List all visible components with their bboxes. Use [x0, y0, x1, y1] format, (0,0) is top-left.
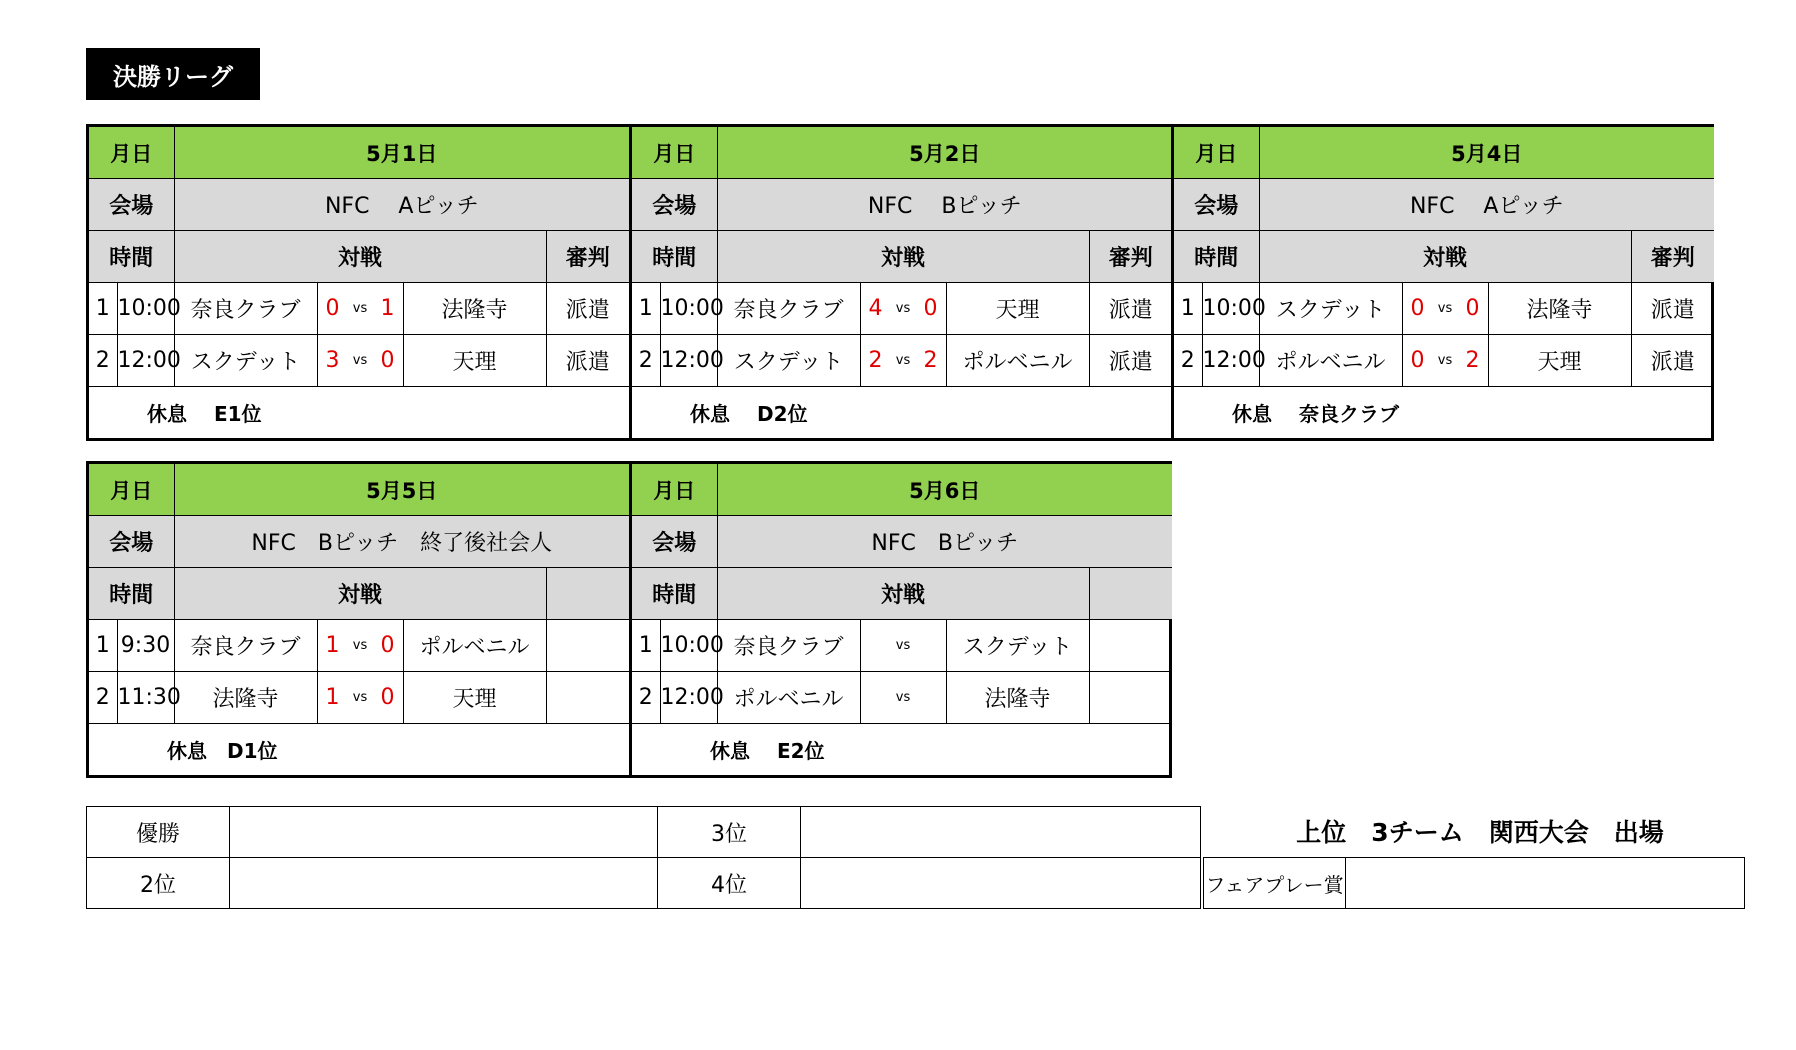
match-number: 1 — [632, 620, 660, 672]
qualification-note: 上位 3チーム 関西大会 出場 — [1296, 818, 1664, 847]
match-time: 12:00 — [660, 335, 717, 387]
page-title: 決勝リーグ — [86, 48, 260, 100]
match-row — [89, 335, 629, 387]
away-team: 天理 — [403, 672, 546, 724]
match-label: 対戦 — [717, 231, 1089, 283]
referee-value: 派遣 — [1631, 335, 1714, 387]
score-cell — [860, 620, 946, 672]
referee-label: 審判 — [546, 231, 629, 283]
venue-label: 会場 — [632, 179, 717, 231]
time-label: 時間 — [89, 231, 174, 283]
rest-team: 休息 E2位 — [632, 724, 1172, 776]
match-label: 対戦 — [174, 568, 546, 620]
date-value: 5月5日 — [174, 464, 629, 516]
venue-value: NFC Bピッチ — [717, 516, 1172, 568]
away-score: 1 — [380, 296, 395, 321]
match-time: 10:00 — [660, 283, 717, 335]
referee-value: 派遣 — [1089, 283, 1172, 335]
match-number: 1 — [632, 283, 660, 335]
score-cell — [860, 672, 946, 724]
home-team: ポルベニル — [1259, 335, 1402, 387]
match-row — [632, 283, 1172, 335]
match-row — [89, 672, 629, 724]
match-number: 1 — [89, 620, 117, 672]
second-place-value[interactable] — [230, 858, 658, 909]
referee-label: 審判 — [1631, 231, 1714, 283]
match-time: 12:00 — [660, 672, 717, 724]
day-schedule-block — [86, 124, 629, 441]
fourth-place-label: 4位 — [658, 858, 801, 909]
home-team: スクデット — [1259, 283, 1402, 335]
date-label: 月日 — [89, 464, 174, 516]
referee-label — [1089, 568, 1172, 620]
date-label: 月日 — [632, 464, 717, 516]
referee-label: 審判 — [1089, 231, 1172, 283]
vs-label: vs — [352, 638, 368, 653]
score-cell — [860, 283, 946, 335]
home-team: ポルベニル — [717, 672, 860, 724]
home-team: スクデット — [174, 335, 317, 387]
home-score: 2 — [868, 348, 883, 373]
home-team: スクデット — [717, 335, 860, 387]
match-number: 2 — [89, 672, 117, 724]
score-cell — [860, 335, 946, 387]
vs-label: vs — [1437, 353, 1453, 368]
away-team: 法隆寺 — [946, 672, 1089, 724]
venue-value: NFC Aピッチ — [1259, 179, 1714, 231]
rest-team: 休息 E1位 — [89, 387, 629, 439]
away-team: ポルベニル — [403, 620, 546, 672]
away-score: 0 — [923, 296, 938, 321]
third-place-label: 3位 — [658, 807, 801, 858]
referee-value: 派遣 — [546, 283, 629, 335]
match-number: 1 — [89, 283, 117, 335]
referee-value — [1089, 672, 1172, 724]
time-label: 時間 — [1174, 231, 1259, 283]
match-time: 10:00 — [660, 620, 717, 672]
referee-value — [546, 672, 629, 724]
home-team: 奈良クラブ — [174, 620, 317, 672]
match-number: 1 — [1174, 283, 1202, 335]
home-score: 0 — [1410, 348, 1425, 373]
away-team: ポルベニル — [946, 335, 1089, 387]
day-schedule-block — [86, 461, 629, 778]
match-number: 2 — [632, 672, 660, 724]
away-team: 法隆寺 — [403, 283, 546, 335]
away-score: 0 — [380, 685, 395, 710]
venue-label: 会場 — [89, 516, 174, 568]
third-place-value[interactable] — [801, 807, 1201, 858]
first-place-label: 優勝 — [87, 807, 230, 858]
home-score: 4 — [868, 296, 883, 321]
score-cell — [1402, 283, 1488, 335]
referee-value: 派遣 — [1631, 283, 1714, 335]
score-cell — [317, 620, 403, 672]
away-team: 天理 — [1488, 335, 1631, 387]
fairplay-label: フェアプレー賞 — [1204, 858, 1346, 909]
vs-label: vs — [895, 638, 911, 653]
vs-label: vs — [1437, 301, 1453, 316]
date-value: 5月4日 — [1259, 127, 1714, 179]
vs-label: vs — [895, 690, 911, 705]
match-row — [632, 335, 1172, 387]
date-label: 月日 — [1174, 127, 1259, 179]
away-score: 0 — [380, 348, 395, 373]
match-time: 12:00 — [117, 335, 174, 387]
date-label: 月日 — [632, 127, 717, 179]
fourth-place-value[interactable] — [801, 858, 1201, 909]
match-row — [89, 620, 629, 672]
day-schedule-block — [1171, 124, 1714, 441]
score-cell — [317, 283, 403, 335]
away-score: 0 — [1465, 296, 1480, 321]
referee-value: 派遣 — [546, 335, 629, 387]
match-number: 2 — [1174, 335, 1202, 387]
rest-team: 休息 奈良クラブ — [1174, 387, 1714, 439]
day-schedule-block — [629, 124, 1172, 441]
match-time: 10:00 — [117, 283, 174, 335]
match-time: 11:30 — [117, 672, 174, 724]
referee-value — [1089, 620, 1172, 672]
away-team: 天理 — [946, 283, 1089, 335]
match-time: 10:00 — [1202, 283, 1259, 335]
fairplay-value[interactable] — [1346, 858, 1745, 909]
home-score: 3 — [325, 348, 340, 373]
date-value: 5月1日 — [174, 127, 629, 179]
match-row — [1174, 335, 1714, 387]
day-schedule-block — [629, 461, 1172, 778]
venue-value: NFC Aピッチ — [174, 179, 629, 231]
away-score: 0 — [380, 633, 395, 658]
match-number: 2 — [632, 335, 660, 387]
away-team: 天理 — [403, 335, 546, 387]
home-score: 0 — [325, 296, 340, 321]
referee-label — [546, 568, 629, 620]
vs-label: vs — [352, 353, 368, 368]
vs-label: vs — [895, 301, 911, 316]
home-score: 1 — [325, 633, 340, 658]
vs-label: vs — [352, 690, 368, 705]
home-score: 0 — [1410, 296, 1425, 321]
home-team: 奈良クラブ — [717, 283, 860, 335]
home-team: 奈良クラブ — [717, 620, 860, 672]
date-value: 5月6日 — [717, 464, 1172, 516]
score-cell — [1402, 335, 1488, 387]
time-label: 時間 — [89, 568, 174, 620]
date-label: 月日 — [89, 127, 174, 179]
venue-value: NFC Bピッチ 終了後社会人 — [174, 516, 629, 568]
vs-label: vs — [352, 301, 368, 316]
home-score: 1 — [325, 685, 340, 710]
referee-value — [546, 620, 629, 672]
score-cell — [317, 335, 403, 387]
venue-label: 会場 — [1174, 179, 1259, 231]
venue-label: 会場 — [89, 179, 174, 231]
match-label: 対戦 — [1259, 231, 1631, 283]
score-cell — [317, 672, 403, 724]
away-team: スクデット — [946, 620, 1089, 672]
match-number: 2 — [89, 335, 117, 387]
match-row — [632, 620, 1172, 672]
away-score: 2 — [923, 348, 938, 373]
match-label: 対戦 — [717, 568, 1089, 620]
match-row — [89, 283, 629, 335]
match-row — [1174, 283, 1714, 335]
rest-team: 休息 D1位 — [89, 724, 629, 776]
time-label: 時間 — [632, 231, 717, 283]
home-team: 奈良クラブ — [174, 283, 317, 335]
home-team: 法隆寺 — [174, 672, 317, 724]
match-row — [632, 672, 1172, 724]
match-time: 12:00 — [1202, 335, 1259, 387]
second-place-label: 2位 — [87, 858, 230, 909]
venue-value: NFC Bピッチ — [717, 179, 1172, 231]
first-place-value[interactable] — [230, 807, 658, 858]
away-team: 法隆寺 — [1488, 283, 1631, 335]
venue-label: 会場 — [632, 516, 717, 568]
time-label: 時間 — [632, 568, 717, 620]
rest-team: 休息 D2位 — [632, 387, 1172, 439]
match-time: 9:30 — [117, 620, 174, 672]
fairplay-table — [1203, 857, 1745, 909]
match-label: 対戦 — [174, 231, 546, 283]
referee-value: 派遣 — [1089, 335, 1172, 387]
vs-label: vs — [895, 353, 911, 368]
away-score: 2 — [1465, 348, 1480, 373]
date-value: 5月2日 — [717, 127, 1172, 179]
results-table — [86, 806, 1201, 909]
